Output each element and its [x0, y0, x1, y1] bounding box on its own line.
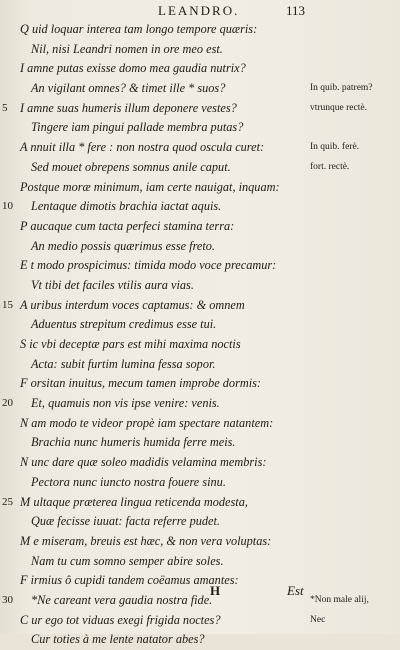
margin-note: *Non male alij, — [310, 595, 369, 606]
page-footer — [0, 583, 400, 603]
margin-note: In quib. patrem? — [310, 83, 373, 94]
line-text: Tingere iam pingui pallade membra putas? — [31, 120, 244, 135]
line-number: 20 — [2, 397, 13, 410]
line-text: M ultaque præterea lingua reticenda modesta, — [20, 494, 248, 509]
text-line — [0, 20, 300, 40]
text-line — [0, 256, 300, 276]
text-line — [0, 138, 300, 158]
text-line — [0, 493, 300, 513]
text-line — [0, 197, 300, 217]
line-text: Lentaque dimotis brachia iactat aquis. — [31, 199, 222, 214]
line-text: I amne suas humeris illum deponere vestes? — [20, 100, 237, 115]
text-line — [0, 79, 300, 99]
text-line — [0, 394, 300, 414]
line-text: S ic vbi deceptæ pars est mihi maxima noctis — [20, 337, 241, 351]
margin-note: Nec — [310, 615, 326, 625]
text-line — [0, 335, 300, 355]
line-text: Pectora nunc iuncto nostra fouere sinu. — [31, 474, 226, 489]
line-text: *Ne careant vera gaudia nostra fide. — [31, 592, 213, 607]
line-number: 30 — [2, 593, 13, 606]
text-line — [0, 374, 300, 394]
line-text: C ur ego tot viduas exegi frigida noctes? — [20, 612, 221, 627]
line-text: E t modo prospicimus: timida modo voce precamur: — [20, 258, 277, 273]
text-line — [0, 315, 300, 335]
line-text: Nil, nisi Leandri nomen in ore meo est. — [31, 41, 223, 56]
text-line — [0, 414, 300, 434]
line-number: 5 — [2, 101, 8, 114]
text-line — [0, 217, 300, 237]
line-text: Postque moræ minimum, iam certe nauigat, inquam: — [20, 179, 280, 194]
line-text: N unc dare quæ soleo madidis velamina membris: — [20, 455, 267, 470]
margin-note: In quib. ferè. — [310, 142, 360, 153]
text-line — [0, 40, 300, 60]
line-number: 10 — [2, 200, 13, 213]
line-text: Acta: subit furtim lumina fessa sopor. — [31, 356, 216, 371]
text-line — [0, 158, 300, 178]
text-line — [0, 433, 300, 453]
line-text: A nnuit illa * fere : non nostra quod oscula curet: — [20, 140, 265, 155]
line-text: Nam tu cum somno semper abire soles. — [31, 553, 224, 568]
text-line — [0, 611, 300, 631]
text-line — [0, 552, 300, 572]
line-text: Q uid loquar interea tam longo tempore quæris: — [20, 22, 258, 36]
line-number: 25 — [2, 495, 13, 508]
line-text: Aduentus strepitum credimus esse tui. — [31, 317, 217, 332]
text-line — [0, 296, 300, 316]
line-text: Sed mouet obrepens somnus anile caput. — [31, 159, 231, 174]
line-text: Quæ fecisse iuuat: facta referre pudet. — [31, 514, 220, 529]
line-text: Et, quamuis non vis ipse venire: venis. — [31, 396, 220, 411]
text-line — [0, 453, 300, 473]
poem-text — [0, 20, 300, 650]
text-line — [0, 532, 300, 552]
page-number: 113 — [286, 3, 306, 18]
catchword: Est — [287, 583, 304, 598]
text-line — [0, 355, 300, 375]
margin-note: fort. rectè. — [310, 161, 350, 172]
text-line — [0, 276, 300, 296]
text-line — [0, 473, 300, 493]
line-text: Cur toties à me lente natator abes? — [31, 632, 205, 647]
text-line — [0, 178, 300, 198]
line-text: I amne putas exisse domo mea gaudia nutrix? — [20, 61, 246, 76]
line-text: F orsitan inuitus, mecum tamen improbe dormis: — [20, 376, 262, 391]
text-line — [0, 99, 300, 119]
running-head: LEANDRO. — [158, 3, 240, 18]
text-line — [0, 237, 300, 257]
line-text: N am modo te videor propè iam spectare natantem: — [20, 415, 274, 430]
signature-mark: H — [210, 583, 221, 598]
line-text: An vigilant omnes? & timet ille * suos? — [31, 81, 226, 96]
text-line — [0, 630, 300, 650]
line-text: A uribus interdum voces captamus: & omnem — [20, 297, 245, 312]
line-text: Vt tibi det faciles vtilis aura vias. — [31, 277, 194, 292]
line-text: F irmius ô cupidi tandem coëamus amantes: — [20, 573, 239, 588]
text-line — [0, 59, 300, 79]
line-text: P aucaque cum tacta perfeci stamina terra: — [20, 218, 235, 233]
text-line — [0, 512, 300, 532]
line-text: M e miseram, breuis est hæc, & non vera voluptas: — [20, 533, 272, 548]
text-line — [0, 118, 300, 138]
line-number: 15 — [2, 298, 13, 311]
margin-note: vtrunque rectè. — [310, 102, 367, 113]
line-text: Brachia nunc humeris humida ferre meis. — [31, 435, 236, 450]
line-text: An medio possis quærimus esse freto. — [31, 238, 215, 253]
